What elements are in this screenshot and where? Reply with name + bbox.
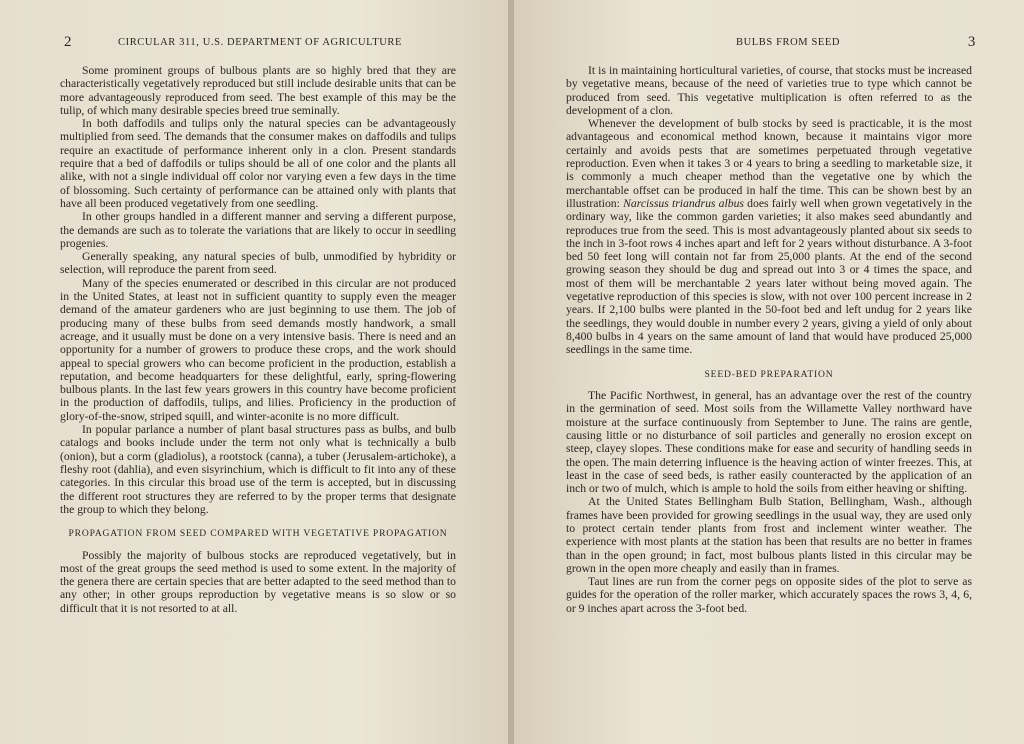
paragraph: Taut lines are run from the corner pegs on opposite sides of the plot to serve as guides for the operation of the roller marker, which accurately spaces the rows 3, 4, 6, or 9 inches apart across the 3-foot bed. [566, 575, 972, 615]
paragraph: In other groups handled in a different manner and serving a different purpose, the demands are such as to tolerate the variations that are likely to occur in seedling progenies. [60, 210, 456, 250]
paragraph: Generally speaking, any natural species of bulb, unmodified by hybridity or selection, will reproduce the parent from seed. [60, 250, 456, 277]
left-running-head [64, 36, 458, 52]
paragraph: Possibly the majority of bulbous stocks are reproduced vegetatively, but in most of the great groups the seed method is used to some extent. In the majority of the genera there are certain species that are better adapted to the seed method than to any other; in other groups reproduction by vegetative means is so slow or so difficult that it is not resorted to at all. [60, 548, 456, 615]
running-head-title-left: CIRCULAR 311, U.S. DEPARTMENT OF AGRICULTURE [118, 37, 403, 48]
paragraph-text: does fairly well when grown vegetatively in the ordinary way, like the common garden varieties; it also makes seed abundantly and reproduces true from the seed. This is most advantageously planted about six seeds to the inch in 3-foot rows 4 inches apart and left for 2 years without disturbance. A 3-foot bed 50 feet long will contain not far from 25,000 plants. At the end of the second growing season they should be dug and spread out into 3 or 4 times the space, and most of them will be merchantable 2 years later without being moved again. The vegetative reproduction of this species is slow, with not over 100 percent increase in 2 years. If 2,100 bulbs were planted in the 50-foot bed and left undug for 2 years like the seedlings, they would double in number every 2 years, giving a yield of only about 8,400 bulbs in 4 years on the same amount of land that would have produced 25,000 seedlings in the same time. [566, 196, 972, 357]
paragraph: Many of the species enumerated or described in this circular are not produced in the United States, at least not in sufficient quantity to supply even the meager demand of the amateur gardeners who are just beginning to use them. The job of producing many of these bulbs from seed demands mostly handwork, a small acreage, and it usually must be done on a very intensive basis. There is need and an opportunity for a number of growers to produce these crops, and the work should appeal to special growers who can become proficient in the production, establish a reputation, and become headquarters for these delightful, early, spring-flowering bulbous plants. In the last few years growers in this country have become proficient in the production of daffodils, tulips, and lilies. Proficiency in the production of glory-of-the-snow, striped squill, and winter-aconite is no more difficult. [60, 276, 456, 423]
left-page [0, 0, 510, 744]
paragraph: The Pacific Northwest, in general, has an advantage over the rest of the country in the germination of seed. Most soils from the Willamette Valley northward have moisture at the surface continuously from September to June. The rains are gentle, causing little or no disturbance of soil particles and generally no erosion except on steep, clayey slopes. These conditions make for ease and security of handling seeds in the open. The main deterring influence is the heaving action of winter freezes. This, at least in the case of seed beds, is rather easily counteracted by the application of an inch or two of mulch, which is ample to hold the soils from either heaving or shifting. [566, 389, 972, 496]
left-text-column [60, 64, 456, 615]
page-number-right: 3 [967, 34, 976, 50]
paragraph [566, 117, 972, 356]
running-head-title-right: BULBS FROM SEED [736, 37, 841, 48]
paragraph: It is in maintaining horticultural varieties, of course, that stocks must be increased by vegetative means, because of the need of varieties true to type which cannot be produced from seed. This vegetative multiplication is often referred to as the development of a clon. [566, 64, 972, 117]
paragraph: At the United States Bellingham Bulb Station, Bellingham, Wash., although frames have been provided for growing seedlings in the usual way, they are used only to protect certain tender plants from frost and inclement winter weather. The experience with most plants at the station has been that results are no better in frames than in the open ground; in fact, most bulbous plants listed in this circular may be grown in the open more cheaply and easily than in frames. [566, 495, 972, 575]
species-name-italic: Narcissus triandrus albus [623, 196, 744, 210]
section-heading-seed-bed: SEED-BED PREPARATION [704, 368, 834, 380]
paragraph: In popular parlance a number of plant basal structures pass as bulbs, and bulb catalogs and books include under the term not only what is technically a bulb (onion), but a corm (gladiolus), a rootstock (canna), a tuber (Jerusalem-artichoke), a fleshy root (dahlia), and even sisyrinchium, which is difficult to fit into any of these categories. In this circular this broad use of the term is accepted, but in discussing the different root structures they are referred to by the proper terms that designate the group to which they belong. [60, 423, 456, 516]
right-page [514, 0, 1024, 744]
paragraph-text: Whenever the development of bulb stocks by seed is practicable, it is the most advantageous and economical method known, because it maintains vigor more certainly and avoids pests that are sometimes perpetuated through vegetative reproduction. Even when it takes 3 or 4 years to bring a seedling to marketable size, it is commonly a much cheaper method than the vegetative one by which the merchantable offset can be produced in half the time. This can be shown best by an illustration: [566, 117, 972, 210]
page-number-left: 2 [64, 34, 73, 50]
right-text-column [566, 64, 972, 615]
paragraph: Some prominent groups of bulbous plants are so highly bred that they are characteristically vegetatively reproduced but still include desirable units that can be more advantageously reproduced from seed. The best example of this may be the tulip, of which many desirable species breed true seminally. [60, 64, 456, 117]
right-running-head [570, 34, 976, 52]
paragraph: In both daffodils and tulips only the natural species can be advantageously multiplied from seed. The demands that the consumer makes on daffodils and tulips require an exactitude of performance inherent only in a clon. Present standards require that a bed of daffodils or tulips should be all of one color and the plants all alike, with not a single individual off color nor varying even a few days in the time of blossoming. Such certainty of performance can be attained only with plants that have all been produced vegetatively from one seedling. [60, 117, 456, 210]
section-heading-propagation: PROPAGATION FROM SEED COMPARED WITH VEGETATIVE PROPAGATION [68, 528, 448, 540]
